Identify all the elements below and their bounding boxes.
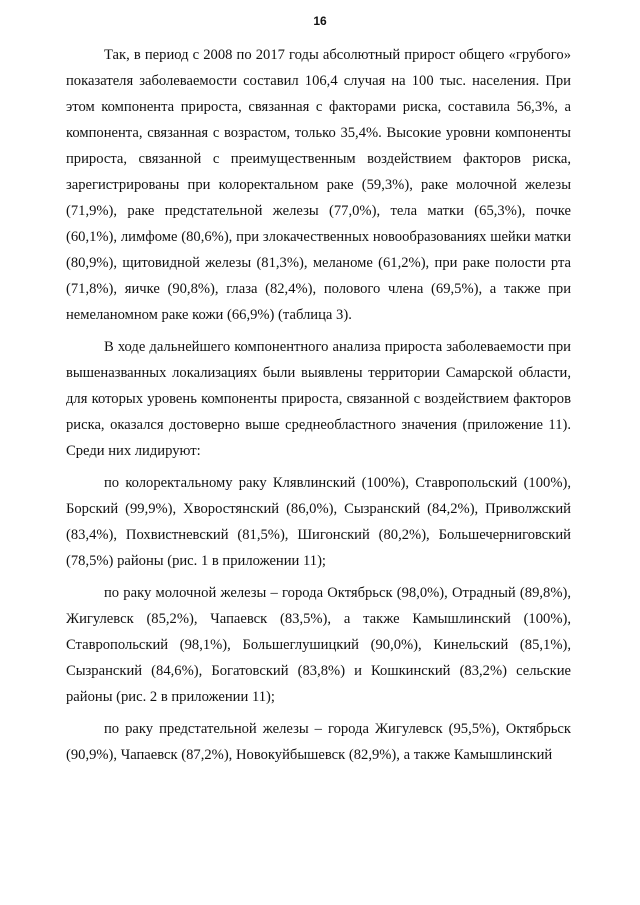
paragraph-colorectal-cancer: по колоректальному раку Клявлинский (100%), Ставропольский (100%), Борский (99,9%), Хворостянский (86,0%), Сызранский (84,2%), Приволжский (83,4%), Похвистневский (81,5%), Шигонский (80,2%), Большечерниговский (78,5%) районы (рис. 1 в приложении 11);: [66, 475, 571, 569]
paragraph-prostate-cancer: по раку предстательной железы – города Жигулевск (95,5%), Октябрьск (90,9%), Чапаевск (87,2%), Новокуйбышевск (82,9%), а также Камышлинский: [66, 721, 571, 763]
body-text: [66, 42, 571, 768]
paragraph-growth-summary: Так, в период с 2008 по 2017 годы абсолютный прирост общего «грубого» показателя заболеваемости составил 106,4 случая на 100 тыс. населения. При этом компонента прироста, связанная с факторами риска, составила 56,3%, а компонента, связанная с возрастом, только 35,4%. Высокие уровни компоненты прироста, связанной с преимущественным воздействием факторов риска, зарегистрированы при колоректальном раке (59,3%), раке молочной железы (71,9%), раке предстательной железы (77,0%), тела матки (65,3%), почке (60,1%), лимфоме (80,6%), при злокачественных новообразованиях шейки матки (80,9%), щитовидной железы (81,3%), меланоме (61,2%), при раке полости рта (71,8%), яичке (90,8%), глаза (82,4%), полового члена (69,5%), а также при немеланомном раке кожи (66,9%) (таблица 3).: [66, 47, 571, 323]
paragraph-component-analysis: В ходе дальнейшего компонентного анализа прироста заболеваемости при вышеназванных локализациях были выявлены территории Самарской области, для которых уровень компоненты прироста, связанной с воздействием факторов риска, оказался достоверно выше среднеобластного значения (приложение 11). Среди них лидируют:: [66, 339, 571, 459]
page-number: 16: [313, 14, 327, 28]
paragraph-breast-cancer: по раку молочной железы – города Октябрьск (98,0%), Отрадный (89,8%), Жигулевск (85,2%), Чапаевск (83,5%), а также Камышлинский (100%), Ставропольский (98,1%), Большеглушицкий (90,0%), Кинельский (85,1%), Сызранский (84,6%), Богатовский (83,8%) и Кошкинский (83,2%) сельские районы (рис. 2 в приложении 11);: [66, 585, 571, 705]
